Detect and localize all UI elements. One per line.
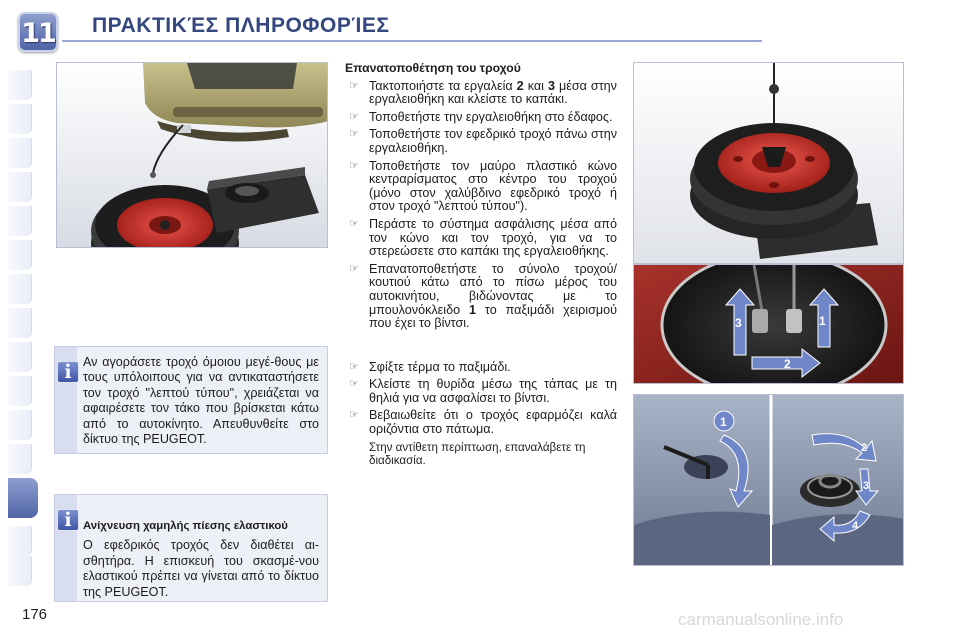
step-label: 4	[852, 520, 859, 532]
tool-number: 3	[547, 78, 555, 93]
info-title: Ανίχνευση χαμηλής πίεσης ελαστικού	[83, 520, 288, 532]
spacer	[345, 335, 617, 361]
step-item	[345, 128, 617, 155]
side-tab[interactable]	[8, 274, 32, 304]
page-number: 176	[22, 606, 48, 623]
side-tab[interactable]	[8, 342, 32, 372]
step-label: 2	[861, 442, 868, 454]
side-tab[interactable]	[8, 308, 32, 338]
step-text: Βεβαιωθείτε ότι ο τροχός εφαρμόζει καλά οριζόντια στο πάτωμα.	[369, 408, 617, 437]
side-tab[interactable]	[8, 104, 32, 134]
info-box-wheel-size	[54, 346, 328, 454]
step-item	[345, 409, 617, 436]
info-icon: i	[57, 509, 79, 531]
arrow-label: 3	[735, 316, 742, 330]
pointing-hand-icon: ☞	[349, 110, 359, 123]
page-title: ΠΡΑΚΤΙΚΈΣ ΠΛΗΡΟΦΟΡΊΕΣ	[92, 14, 390, 37]
step-item	[345, 160, 617, 214]
info-text-block	[83, 519, 319, 600]
tool-number: 2	[516, 78, 524, 93]
pointing-hand-icon: ☞	[349, 159, 359, 172]
side-tab[interactable]	[8, 138, 32, 168]
side-tab[interactable]	[8, 376, 32, 406]
step-item	[345, 263, 617, 331]
figure-wheel-on-toolbox	[633, 62, 904, 264]
instructions-column	[345, 62, 617, 467]
figure-winch-underbody	[633, 264, 904, 384]
note-text: Στην αντίθετη περίπτωση, επαναλάβετε τη διαδικασία.	[369, 440, 586, 467]
side-index-tabs	[8, 70, 34, 582]
watermark: carmanualsonline.info	[678, 610, 844, 629]
info-box-low-pressure	[54, 494, 328, 602]
pointing-hand-icon: ☞	[349, 79, 359, 92]
pointing-hand-icon: ☞	[349, 128, 359, 141]
pointing-hand-icon: ☞	[349, 217, 359, 230]
side-tab[interactable]	[8, 556, 32, 586]
header-rule	[62, 40, 762, 42]
step-text: Σφίξτε τέρμα το παξιμάδι.	[369, 359, 511, 374]
pointing-hand-icon: ☞	[349, 409, 359, 422]
step-item	[345, 80, 617, 107]
chapter-tab[interactable]	[18, 12, 58, 52]
step-label: 3	[863, 480, 870, 492]
info-text: Ο εφεδρικός τροχός δεν διαθέτει αι-σθητήρα. Η επισκευή του σκασμέ-νου ελαστικού πρέπει να γίνεται από το δίκτυο της PEUGEOT.	[83, 538, 319, 599]
figure-car-spare-wheel	[56, 62, 328, 248]
info-text: Αν αγοράσετε τροχό όμοιου μεγέ-θους με τους υπόλοιπους για να αντικαταστήσετε τον τροχό "λεπτού τύπου", χρειάζεται να αφαιρέσετε τον τάκο που βρίσκεται κάτω από το αυτοκίνητο. Απευθυνθείτε στο δίκτυο της PEUGEOT.	[83, 355, 319, 447]
pointing-hand-icon: ☞	[349, 262, 359, 275]
step-text: Τοποθετήστε τον εφεδρικό τροχό πάνω στην εργαλειοθήκη.	[369, 127, 617, 155]
figure-floor-access	[633, 394, 904, 566]
side-tab[interactable]	[8, 444, 32, 474]
step-label: 1	[720, 415, 727, 429]
side-tab[interactable]	[8, 172, 32, 202]
step-text: Περάστε το σύστημα ασφάλισης μέσα από τον κώνο και τον τροχό, για να το στερεώσετε στο καπάκι της εργαλειοθήκης.	[369, 216, 617, 259]
step-text: Τοποθετήστε τον μαύρο πλαστικό κώνο κεντραρίσματος στο κέντρο του τροχού (μόνο στον χαλύβδινο εφεδρικό τροχό ή στον τροχό "λεπτού τύπου").	[369, 158, 617, 214]
step-item	[345, 361, 617, 375]
step-text: Επανατοποθετήστε το σύνολο τροχού/κουτιού κάτω από το πίσω μέρος του αυτοκινήτου, βιδώνοντας με το μπουλονόκλειδο	[369, 261, 617, 317]
step-item	[345, 378, 617, 405]
step-text: το παξιμάδι χειρισμού που έχει το βίντσι.	[369, 302, 617, 331]
step-text: και	[523, 78, 548, 93]
step-text: Τοποθετήστε την εργαλειοθήκη στο έδαφος.	[369, 109, 613, 124]
pointing-hand-icon: ☞	[349, 360, 359, 373]
side-tab[interactable]	[8, 70, 32, 100]
page-header	[0, 0, 960, 52]
info-icon: i	[57, 361, 79, 383]
side-tab-active[interactable]	[8, 478, 38, 518]
tool-number: 1	[469, 302, 477, 317]
side-tab[interactable]	[8, 240, 32, 270]
step-item	[345, 218, 617, 259]
pointing-hand-icon: ☞	[349, 378, 359, 391]
side-tab[interactable]	[8, 410, 32, 440]
section-title: Επανατοποθέτηση του τροχού	[345, 61, 521, 75]
step-text: μέσα στην εργαλειοθήκη και κλείστε το καπάκι.	[369, 78, 617, 107]
arrow-label: 2	[784, 357, 791, 371]
chapter-number: 11	[21, 18, 55, 49]
arrow-label: 1	[819, 314, 826, 328]
step-item	[345, 111, 617, 125]
step-text: Τακτοποιήστε τα εργαλεία	[369, 78, 517, 93]
side-tab[interactable]	[8, 206, 32, 236]
side-tab[interactable]	[8, 526, 32, 556]
step-text: Κλείστε τη θυρίδα μέσω της τάπας με τη θηλιά για να ασφαλίσει το βίντσι.	[369, 377, 617, 405]
